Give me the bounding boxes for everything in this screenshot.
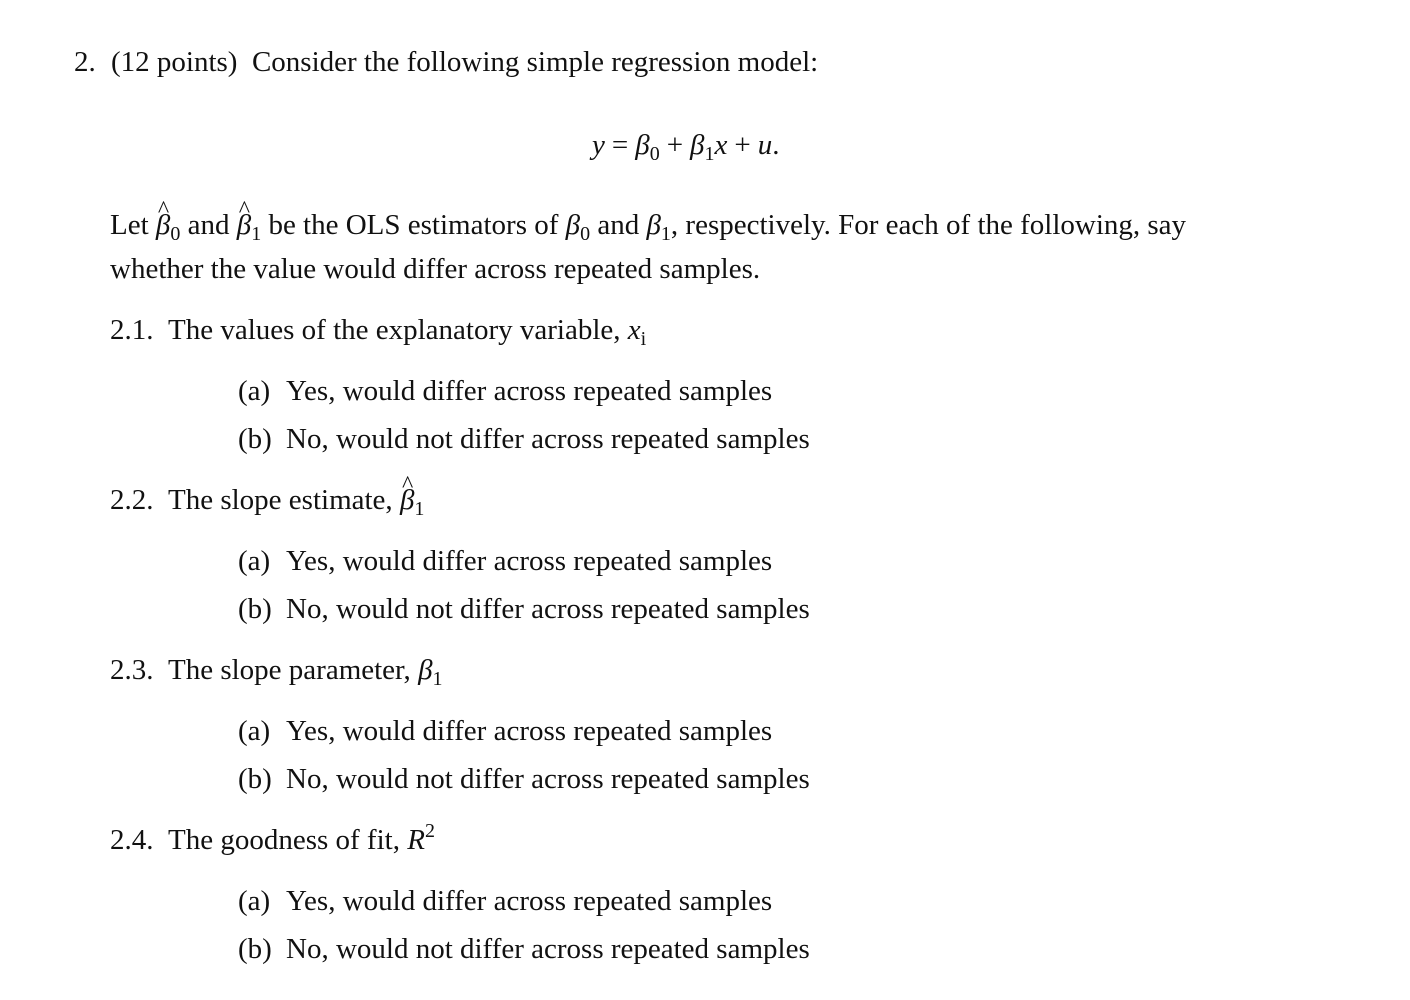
para-and-2: and — [597, 209, 640, 241]
option-2-3-a[interactable] — [238, 717, 772, 746]
regression-equation — [592, 129, 780, 165]
beta1-hat: ^ β — [237, 211, 251, 240]
problem-points: (12 points) — [111, 46, 238, 78]
question-symbol-sub: i — [640, 328, 647, 350]
beta0-hat: ^ β — [156, 211, 170, 240]
para-and-1: and — [187, 209, 230, 241]
option-label: (b) — [238, 933, 272, 965]
eq-beta0: β — [635, 129, 650, 161]
eq-plus-2: + — [734, 129, 751, 161]
question-2-1 — [110, 314, 647, 350]
question-symbol-sub: 1 — [432, 668, 443, 690]
option-2-3-b[interactable] — [238, 765, 810, 794]
option-2-4-b[interactable] — [238, 935, 810, 964]
eq-plus-1: + — [666, 129, 684, 161]
option-label: (a) — [238, 885, 271, 917]
question-number: 2.1. — [110, 314, 154, 346]
eq-period: . — [772, 129, 780, 161]
beta0-hat-sub: 0 — [170, 223, 181, 245]
option-2-1-b[interactable] — [238, 425, 810, 454]
option-text: Yes, would differ across repeated samples — [286, 885, 773, 917]
para-let: Let — [110, 209, 149, 241]
question-text: The values of the explanatory variable, — [168, 314, 621, 346]
option-text: No, would not differ across repeated samples — [286, 763, 810, 795]
problem-heading — [74, 48, 818, 77]
option-2-1-a[interactable] — [238, 377, 772, 406]
option-text: No, would not differ across repeated samples — [286, 933, 810, 965]
eq-equals: = — [611, 129, 629, 161]
question-2-4 — [110, 820, 435, 856]
question-2-2 — [110, 484, 425, 520]
eq-beta1: β — [690, 129, 705, 161]
eq-x: x — [714, 129, 728, 161]
beta1-hat-sub: 1 — [251, 223, 262, 245]
option-label: (a) — [238, 715, 271, 747]
beta0: β — [565, 209, 581, 241]
question-text: The slope estimate, — [168, 484, 393, 516]
option-label: (a) — [238, 545, 271, 577]
para-respectively: , respectively. For each of the following, say — [670, 209, 1187, 241]
eq-y: y — [592, 129, 605, 161]
beta1-sub: 1 — [660, 223, 671, 245]
paragraph-line-1 — [110, 209, 1187, 245]
option-2-2-b[interactable] — [238, 595, 810, 624]
paragraph-line-2: whether the value would differ across repeated samples. — [110, 253, 761, 285]
para-be-ols: be the OLS estimators of — [268, 209, 559, 241]
beta1: β — [646, 209, 661, 241]
option-text: Yes, would differ across repeated samples — [286, 375, 773, 407]
question-symbol-sup: 2 — [424, 820, 435, 842]
option-label: (b) — [238, 763, 272, 795]
eq-beta0-sub: 0 — [649, 143, 660, 165]
option-text: No, would not differ across repeated samples — [286, 593, 810, 625]
eq-u: u — [757, 129, 773, 161]
option-label: (a) — [238, 375, 271, 407]
problem-intro: Consider the following simple regression model: — [251, 46, 819, 78]
problem-number: 2. — [74, 46, 96, 78]
option-2-2-a[interactable] — [238, 547, 772, 576]
question-number: 2.2. — [110, 484, 154, 516]
question-number: 2.3. — [110, 654, 154, 686]
question-symbol: R — [407, 824, 425, 856]
question-text: The goodness of fit, — [168, 824, 400, 856]
option-2-4-a[interactable] — [238, 887, 772, 916]
question-text: The slope parameter, — [168, 654, 411, 686]
question-symbol: β — [418, 654, 433, 686]
question-symbol: ^ β — [400, 486, 414, 515]
question-symbol-sub: 1 — [414, 498, 425, 520]
option-label: (b) — [238, 423, 272, 455]
question-symbol: x — [627, 314, 641, 346]
beta0-sub: 0 — [580, 223, 591, 245]
eq-beta1-sub: 1 — [704, 143, 715, 165]
option-text: Yes, would differ across repeated samples — [286, 715, 773, 747]
option-text: No, would not differ across repeated samples — [286, 423, 810, 455]
question-2-3 — [110, 654, 443, 690]
question-number: 2.4. — [110, 824, 154, 856]
option-label: (b) — [238, 593, 272, 625]
option-text: Yes, would differ across repeated samples — [286, 545, 773, 577]
